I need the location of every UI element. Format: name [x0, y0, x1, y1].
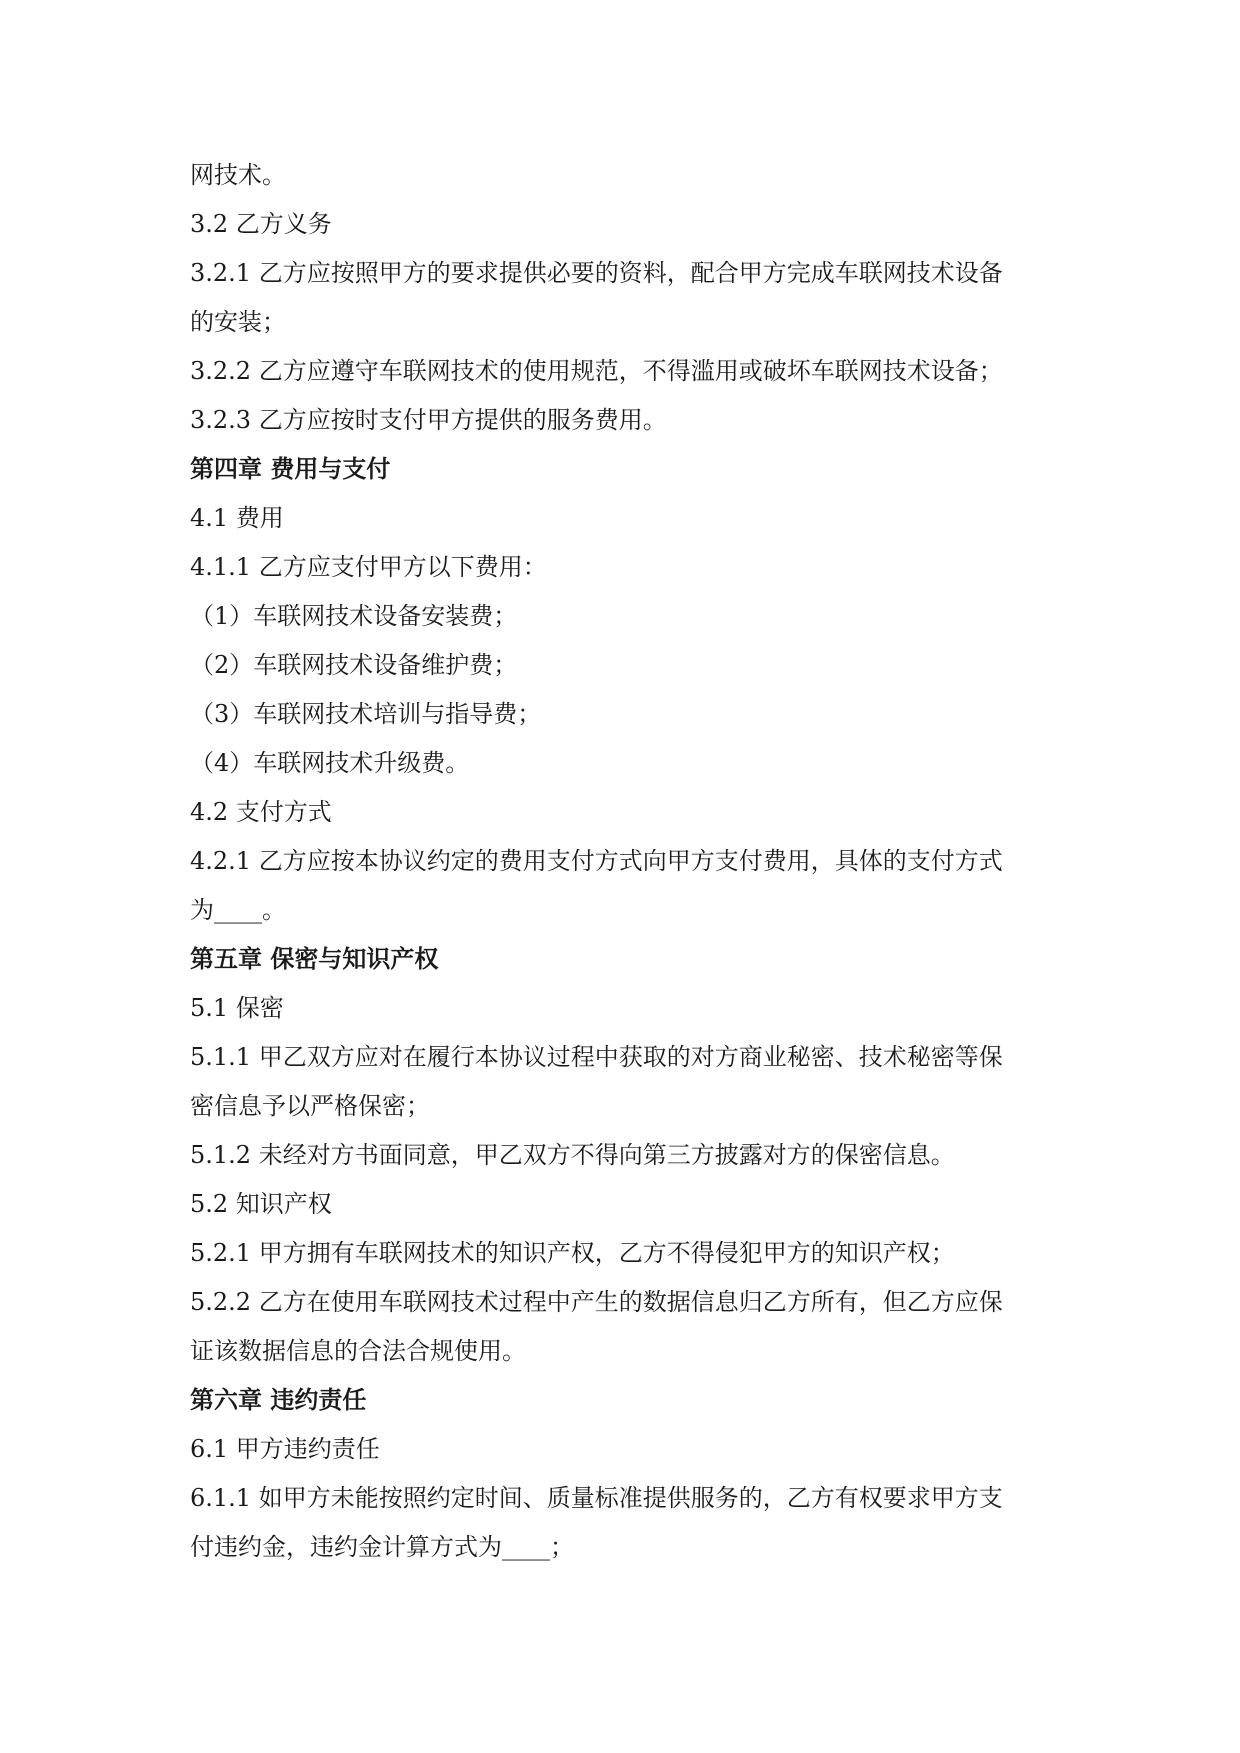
- list-item: （2）车联网技术设备维护费；: [190, 651, 518, 679]
- list-item: （4）车联网技术升级费。: [190, 749, 470, 777]
- clause-text: 3.2.2 乙方应遵守车联网技术的使用规范，不得滥用或破坏车联网技术设备；: [190, 357, 1003, 385]
- document-body: [190, 151, 1070, 1572]
- chapter-heading: 第六章 违约责任: [190, 1386, 367, 1414]
- clause-text: 5.1.2 未经对方书面同意，甲乙双方不得向第三方披露对方的保密信息。: [190, 1141, 955, 1169]
- clause-text: 4.1.1 乙方应支付甲方以下费用：: [190, 553, 547, 581]
- clause-text: 5.2.2 乙方在使用车联网技术过程中产生的数据信息归乙方所有，但乙方应保: [190, 1288, 1003, 1316]
- list-item: （1）车联网技术设备安装费；: [190, 602, 518, 630]
- chapter-heading: 第四章 费用与支付: [190, 455, 391, 483]
- section-heading: 5.2 知识产权: [190, 1190, 332, 1218]
- clause-text: 5.1.1 甲乙双方应对在履行本协议过程中获取的对方商业秘密、技术秘密等保: [190, 1043, 1003, 1071]
- text-line: 网技术。: [190, 161, 286, 189]
- section-heading: 4.1 费用: [190, 504, 284, 532]
- list-item: （3）车联网技术培训与指导费；: [190, 700, 542, 728]
- section-heading: 4.2 支付方式: [190, 798, 332, 826]
- clause-text: 6.1.1 如甲方未能按照约定时间、质量标准提供服务的，乙方有权要求甲方支: [190, 1484, 1003, 1512]
- clause-text: 3.2.1 乙方应按照甲方的要求提供必要的资料，配合甲方完成车联网技术设备: [190, 259, 1003, 287]
- clause-text: 4.2.1 乙方应按本协议约定的费用支付方式向甲方支付费用，具体的支付方式: [190, 847, 1003, 875]
- section-heading: 3.2 乙方义务: [190, 210, 332, 238]
- section-heading: 5.1 保密: [190, 994, 284, 1022]
- section-heading: 6.1 甲方违约责任: [190, 1435, 380, 1463]
- clause-text: 3.2.3 乙方应按时支付甲方提供的服务费用。: [190, 406, 667, 434]
- clause-text: 5.2.1 甲方拥有车联网技术的知识产权，乙方不得侵犯甲方的知识产权；: [190, 1239, 955, 1267]
- clause-text: 为____。: [190, 896, 286, 924]
- clause-text: 付违约金，违约金计算方式为____；: [190, 1533, 574, 1561]
- clause-text: 密信息予以严格保密；: [190, 1092, 430, 1120]
- clause-text: 证该数据信息的合法合规使用。: [190, 1337, 526, 1365]
- chapter-heading: 第五章 保密与知识产权: [190, 945, 439, 973]
- clause-text: 的安装；: [190, 308, 286, 336]
